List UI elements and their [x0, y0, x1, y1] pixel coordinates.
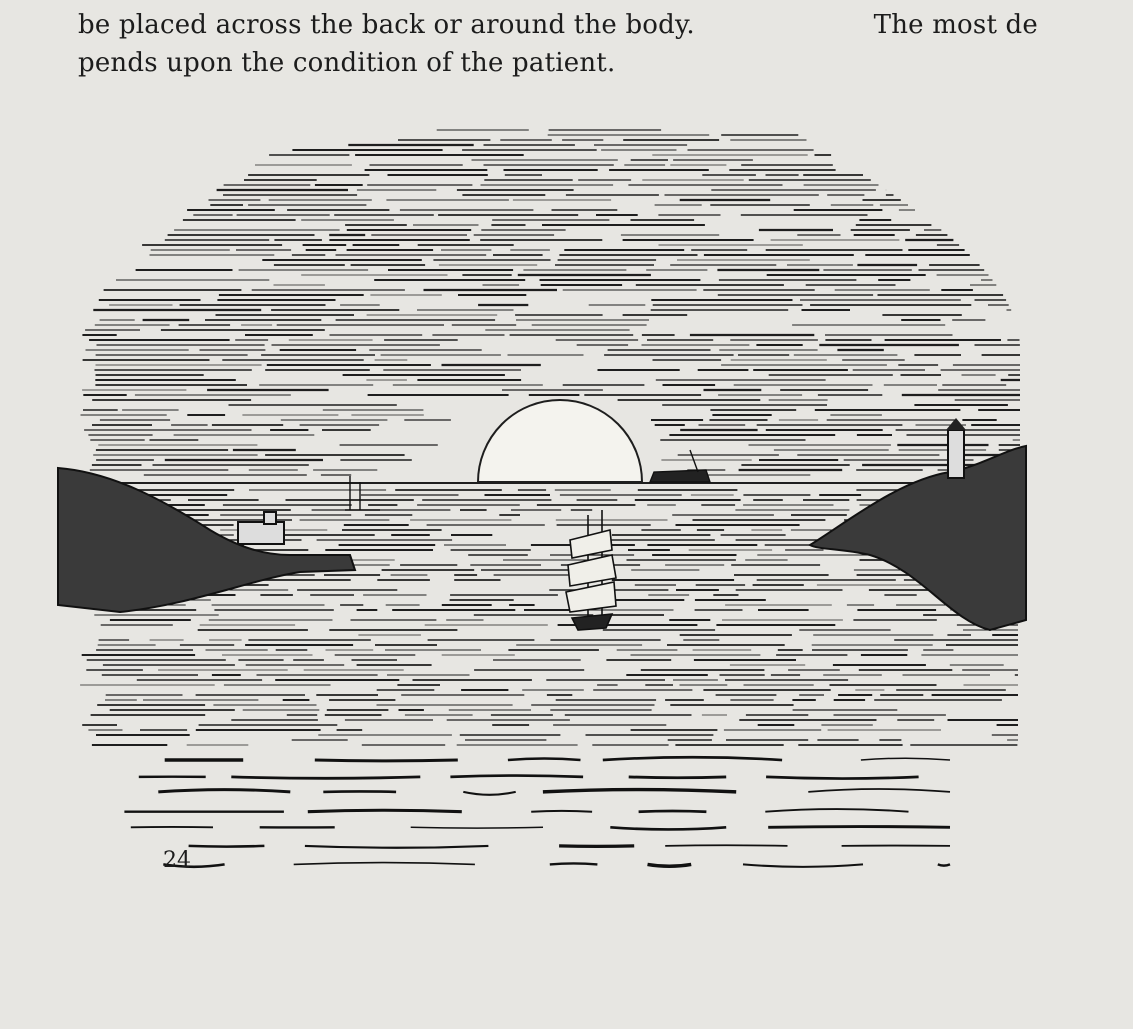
- text-line-1: [78, 6, 1038, 44]
- house-icon: [238, 522, 284, 544]
- text-line-partial: [78, 0, 1038, 6]
- sailing-ship-icon: [566, 510, 616, 630]
- text-line-1-end: The most de: [873, 10, 1038, 40]
- sunset-engraving: [50, 100, 1040, 880]
- page-number: 24: [163, 848, 191, 873]
- body-text: [78, 0, 1038, 82]
- sun-icon: [478, 400, 642, 482]
- lighthouse-icon: [948, 430, 964, 478]
- foreground-waves: [124, 757, 950, 867]
- text-line-2: pends upon the condition of the patient.: [78, 48, 616, 78]
- text-line-1-start: be placed across the back or around the body.: [78, 10, 695, 40]
